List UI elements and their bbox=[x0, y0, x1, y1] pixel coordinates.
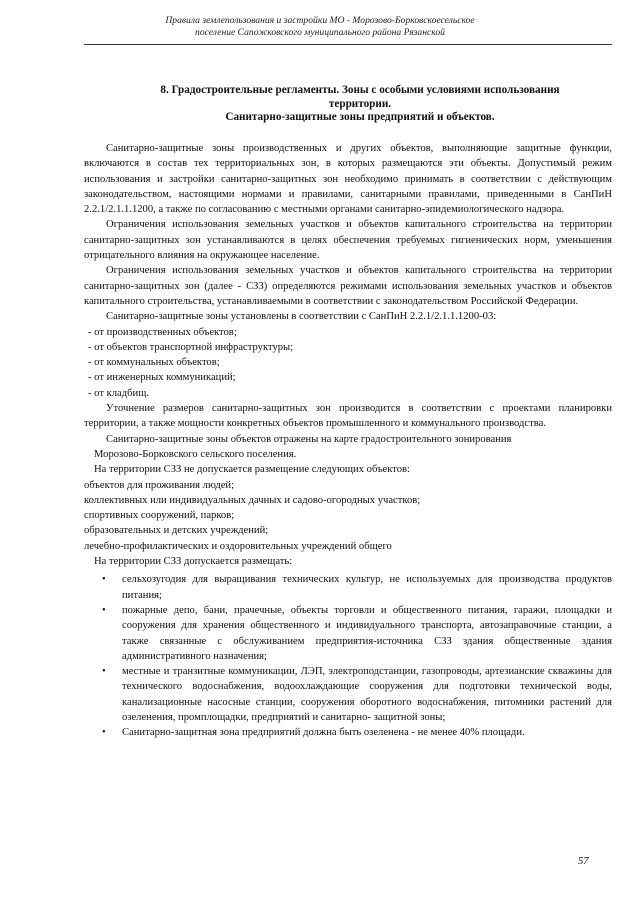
paragraph-map-reference-cont: Морозово-Борковского сельского поселения. bbox=[94, 448, 297, 460]
allowed-objects-list bbox=[84, 572, 612, 740]
sanpin-objects-list bbox=[84, 325, 612, 401]
section-title-line-1: 8. Градостроительные регламенты. Зоны с особыми условиями использования bbox=[160, 84, 560, 96]
running-header-line-1: Правила землепользования и застройки МО - Морозово-Борковскоесельское bbox=[165, 15, 475, 26]
paragraph-szz-definition: Санитарно-защитные зоны производственных и других объектов, выполняющие защитные функции, включаются в состав тех территориальных зон, в которых размещаются эти объекты. Допустимый режим использования и застройки санитарно-защитных зон необходимо принимать в соответствии с действующим законодательством, настоящими нормами и правилами, санитарными правилами, приведенными в СанПиН 2.2.1/2.1.1.1200, а также по согласованию с местными органами санитарно-эпидемиологического надзора. bbox=[84, 143, 612, 216]
paragraph-size-refinement: Уточнение размеров санитарно-защитных зон производится в соответствии с проектами планировки территории, а также мощности конкретных объектов промышленного и коммунального производства. bbox=[84, 403, 612, 430]
list-item-text: сельхозугодия для выращивания технических культур, не используемых для производства продуктов питания; bbox=[122, 574, 612, 601]
list-item: коллективных или индивидуальных дачных и садово-огородных участков; bbox=[84, 494, 421, 506]
list-item: объектов для проживания людей; bbox=[84, 479, 235, 491]
page-number: 57 bbox=[578, 856, 589, 867]
list-item: - от производственных объектов; bbox=[88, 326, 237, 338]
running-header-line-2: поселение Сапожковского муниципального района Рязанской bbox=[195, 27, 445, 38]
document-body bbox=[84, 141, 612, 741]
list-item: лечебно-профилактических и оздоровительных учреждений общего bbox=[84, 540, 392, 552]
section-title bbox=[110, 84, 610, 125]
paragraph-restrictions-regimes: Ограничения использования земельных участков и объектов капитального строительства на территории санитарно-защитных зон (далее - СЗЗ) определяются режимами использования земельных участков и объектов капитального строительства, устанавливаемыми в соответствии с законодательством Российской Федерации. bbox=[84, 265, 612, 307]
header-rule bbox=[84, 44, 612, 45]
paragraph-allowed-intro: На территории СЗЗ допускается размещать: bbox=[94, 556, 293, 568]
paragraph-map-reference: Санитарно-защитные зоны объектов отражены на карте градостроительного зонирования bbox=[106, 433, 512, 445]
bullet-icon: • bbox=[102, 604, 106, 616]
section-title-line-2: территории. bbox=[328, 97, 392, 110]
list-item: спортивных сооружений, парков; bbox=[84, 510, 235, 522]
paragraph-restrictions-purpose: Ограничения использования земельных участков и объектов капитального строительства на территории санитарно-защитных зон устанавливаются в целях обеспечения требуемых гигиенических норм, уменьшения отрицательного влияния на окружающее население. bbox=[84, 219, 612, 262]
list-item-text: пожарные депо, бани, прачечные, объекты торговли и общественного питания, гаражи, площадки и сооружения для хранения общественного и индивидуального транспорта, автозаправочные станции, а также связанные с обслуживанием предприятия-источника СЗЗ здания общественные здания административного назначения; bbox=[122, 604, 612, 662]
bullet-icon: • bbox=[102, 727, 106, 739]
section-subtitle: Санитарно-защитные зоны предприятий и объектов. bbox=[225, 111, 495, 124]
paragraph-prohibited-intro: На территории СЗЗ не допускается размещение следующих объектов: bbox=[94, 464, 410, 476]
list-item bbox=[84, 725, 612, 740]
list-item bbox=[84, 603, 612, 664]
running-header bbox=[120, 15, 520, 39]
list-item: образовательных и детских учреждений; bbox=[84, 525, 269, 537]
prohibited-objects-list bbox=[84, 478, 612, 554]
list-item: - от коммунальных объектов; bbox=[88, 357, 220, 369]
paragraph-sanpin: Санитарно-защитные зоны установлены в соответствии с СанПиН 2.2.1/2.1.1.1200-03: bbox=[106, 311, 497, 323]
list-item: - от инженерных коммуникаций; bbox=[88, 372, 236, 384]
bullet-icon: • bbox=[102, 574, 106, 586]
list-item-text: Санитарно-защитная зона предприятий должна быть озеленена - не менее 40% площади. bbox=[122, 727, 525, 739]
list-item-text: местные и транзитные коммуникации, ЛЭП, электроподстанции, газопроводы, артезианские скважины для технического водоснабжения, водоохлаждающие сооружения для подготовки технической воды, канализационные насосные станции, сооружения оборотного водоснабжения, питомники растений для озеленения, промплощадки, предприятий и санитарно- защитной зоны; bbox=[122, 666, 612, 723]
bullet-icon: • bbox=[102, 666, 106, 678]
list-item bbox=[84, 664, 612, 725]
list-item bbox=[84, 572, 612, 603]
list-item: - от кладбищ. bbox=[88, 387, 150, 399]
list-item: - от объектов транспортной инфраструктуры; bbox=[88, 341, 294, 353]
